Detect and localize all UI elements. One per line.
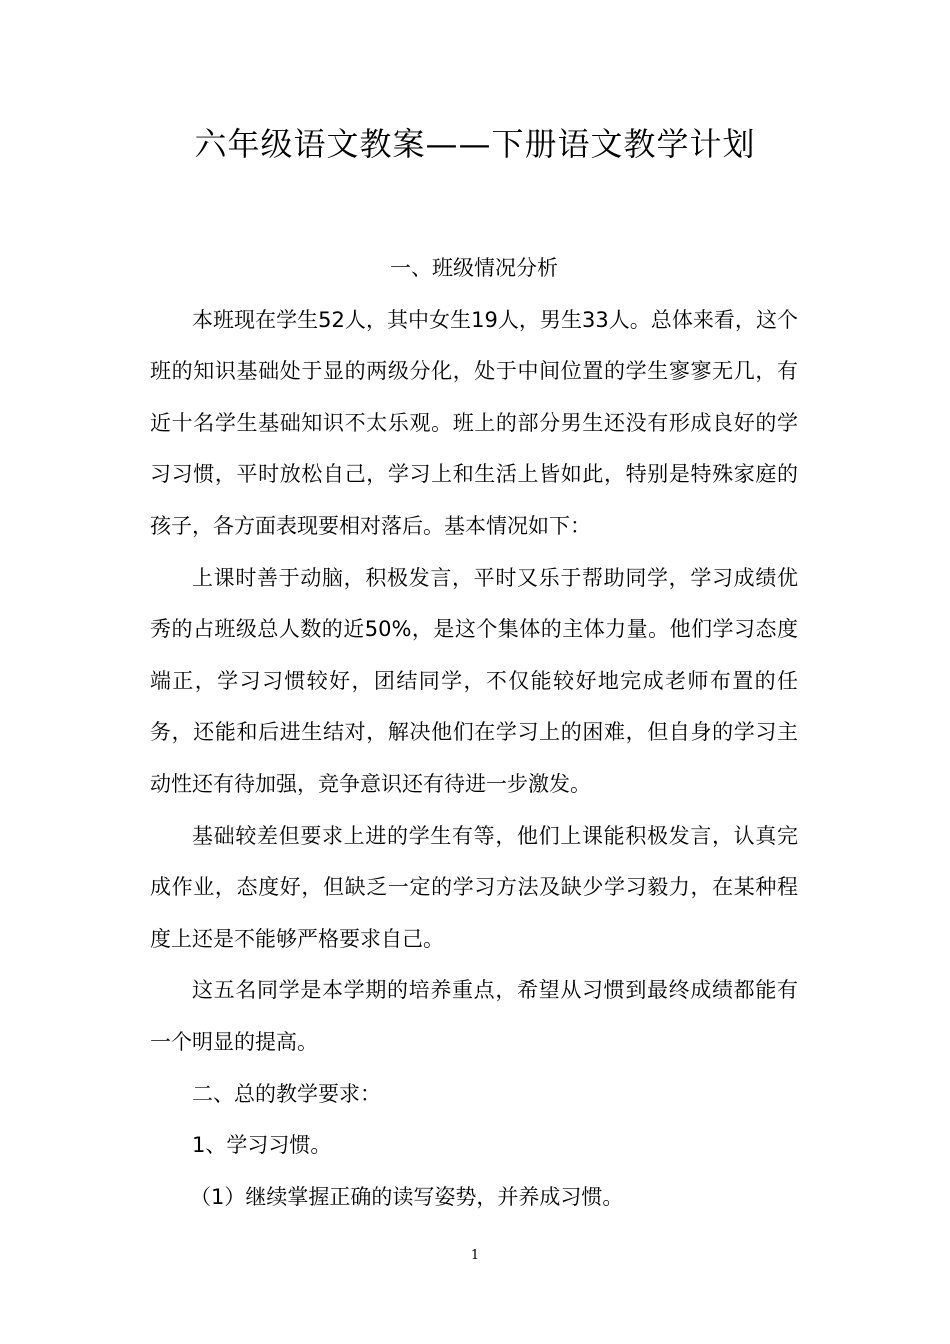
page-title: 六年级语文教案——下册语文教学计划	[194, 125, 756, 163]
page-number: 1	[470, 1248, 480, 1263]
paragraph-class-overview: 本班现在学生52人，其中女生19人，男生33人。总体来看，这个班的知识基础处于显的两级分化，处于中间位置的学生寥寥无几，有近十名学生基础知识不太乐观。班上的部分男生还没有形成良好的学习习惯，平时放松自己，学习上和生活上皆如此，特别是特殊家庭的孩子，各方面表现要相对落后。基本情况如下：	[150, 307, 798, 538]
paragraph-focus-students: 这五名同学是本学期的培养重点，希望从习惯到最终成绩都能有一个明显的提高。	[150, 978, 798, 1054]
list-item-study-habits: 1、学习习惯。	[192, 1133, 332, 1158]
section-heading-teaching-requirements: 二、总的教学要求：	[192, 1081, 381, 1106]
document-body	[150, 243, 798, 1223]
paragraph-weaker-students: 基础较差但要求上进的学生有等，他们上课能积极发言，认真完成作业，态度好，但缺乏一定的学习方法及缺少学习毅力，在某种程度上还是不能够严格要求自己。	[150, 823, 798, 951]
section-heading-class-analysis: 一、班级情况分析	[390, 256, 558, 280]
paragraph-top-students: 上课时善于动脑，积极发言，平时又乐于帮助同学，学习成绩优秀的占班级总人数的近50%，是这个集体的主体力量。他们学习态度端正，学习习惯较好，团结同学，不仅能较好地完成老师布置的任务，还能和后进生结对，解决他们在学习上的困难，但自身的学习主动性还有待加强，竞争意识还有待进一步激发。	[150, 565, 798, 796]
list-subitem-posture: （1）继续掌握正确的读写姿势，并养成习惯。	[190, 1184, 624, 1209]
